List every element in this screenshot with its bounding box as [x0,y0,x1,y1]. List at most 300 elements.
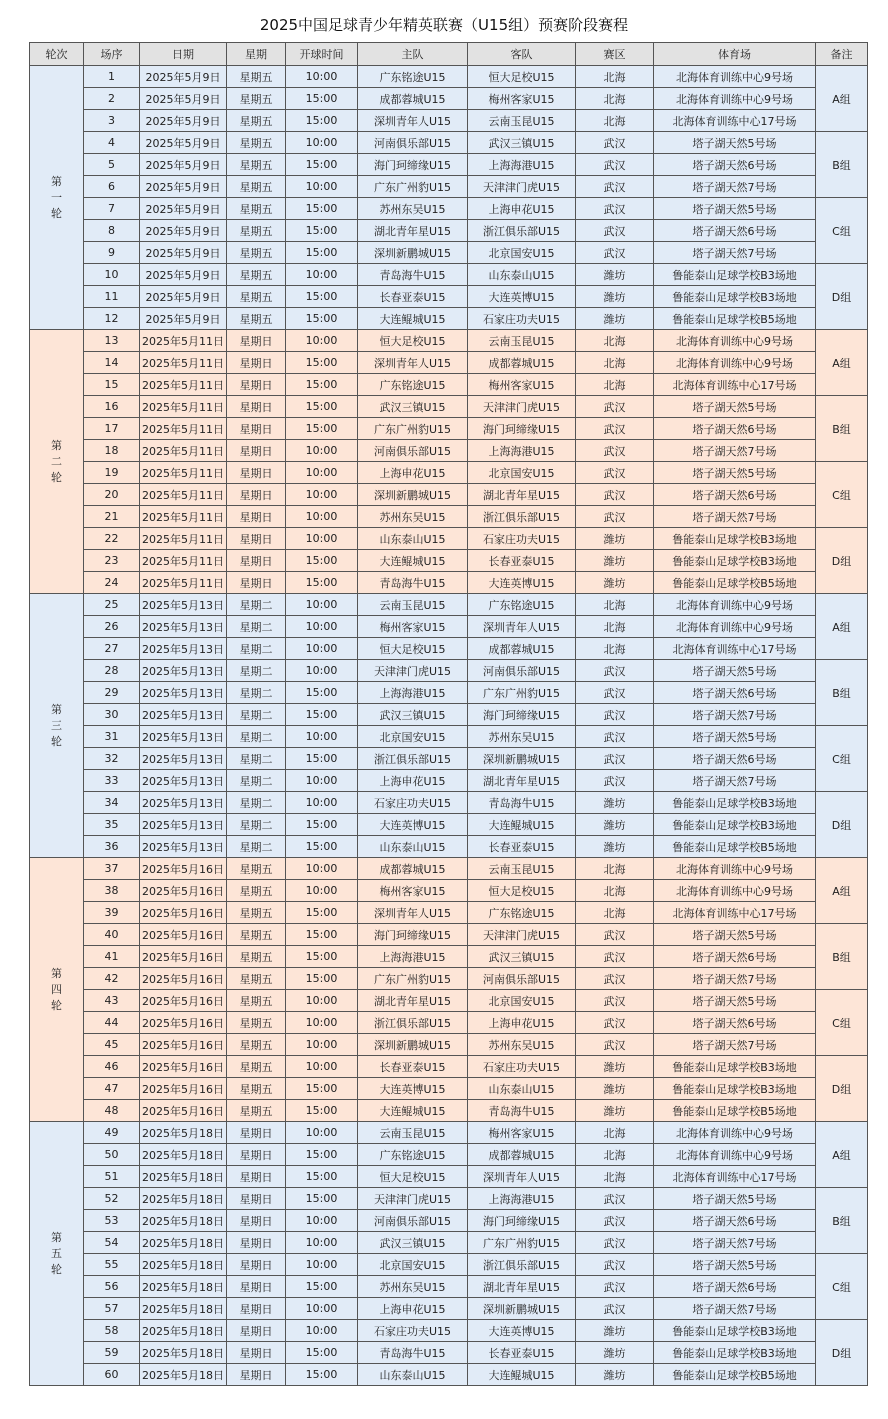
venue-cell: 鲁能泰山足球学校B5场地 [654,1364,816,1386]
table-row [30,836,868,858]
venue-cell: 鲁能泰山足球学校B3场地 [654,286,816,308]
zone-cell: 潍坊 [576,836,654,858]
home-team-cell: 山东泰山U15 [358,1364,468,1386]
date-cell: 2025年5月16日 [140,990,227,1012]
table-row [30,330,868,352]
home-team-cell: 苏州东吴U15 [358,198,468,220]
zone-cell: 武汉 [576,220,654,242]
header-away: 客队 [468,43,576,66]
kickoff-cell: 15:00 [286,1100,358,1122]
date-cell: 2025年5月13日 [140,638,227,660]
zone-cell: 武汉 [576,1034,654,1056]
home-team-cell: 海门珂缔缘U15 [358,924,468,946]
table-row [30,1342,868,1364]
venue-cell: 鲁能泰山足球学校B5场地 [654,572,816,594]
match-no-cell: 49 [84,1122,140,1144]
match-no-cell: 54 [84,1232,140,1254]
zone-cell: 武汉 [576,462,654,484]
home-team-cell: 大连英博U15 [358,814,468,836]
match-no-cell: 11 [84,286,140,308]
weekday-cell: 星期日 [227,1122,286,1144]
home-team-cell: 广东铭途U15 [358,66,468,88]
match-no-cell: 7 [84,198,140,220]
home-team-cell: 上海申花U15 [358,770,468,792]
zone-cell: 武汉 [576,1210,654,1232]
header-round: 轮次 [30,43,84,66]
match-no-cell: 15 [84,374,140,396]
match-no-cell: 34 [84,792,140,814]
table-row [30,946,868,968]
home-team-cell: 广东铭途U15 [358,1144,468,1166]
table-row [30,660,868,682]
table-row [30,220,868,242]
away-team-cell: 梅州客家U15 [468,1122,576,1144]
venue-cell: 塔子湖天然7号场 [654,242,816,264]
group-note-cell: A组 [816,858,868,924]
zone-cell: 武汉 [576,1276,654,1298]
away-team-cell: 云南玉昆U15 [468,110,576,132]
date-cell: 2025年5月11日 [140,418,227,440]
table-row [30,528,868,550]
match-no-cell: 28 [84,660,140,682]
date-cell: 2025年5月16日 [140,1056,227,1078]
match-no-cell: 21 [84,506,140,528]
table-row [30,880,868,902]
date-cell: 2025年5月13日 [140,682,227,704]
weekday-cell: 星期日 [227,1188,286,1210]
venue-cell: 北海体育训练中心9号场 [654,880,816,902]
match-no-cell: 42 [84,968,140,990]
venue-cell: 鲁能泰山足球学校B3场地 [654,528,816,550]
home-team-cell: 大连鲲城U15 [358,550,468,572]
home-team-cell: 成都蓉城U15 [358,858,468,880]
away-team-cell: 石家庄功夫U15 [468,1056,576,1078]
match-no-cell: 16 [84,396,140,418]
round-label-char: 轮 [51,206,62,220]
venue-cell: 塔子湖天然5号场 [654,726,816,748]
venue-cell: 塔子湖天然7号场 [654,1034,816,1056]
date-cell: 2025年5月13日 [140,770,227,792]
table-row [30,1056,868,1078]
zone-cell: 北海 [576,1122,654,1144]
table-row [30,968,868,990]
kickoff-cell: 15:00 [286,550,358,572]
date-cell: 2025年5月11日 [140,330,227,352]
table-row [30,1144,868,1166]
table-row [30,814,868,836]
date-cell: 2025年5月9日 [140,264,227,286]
away-team-cell: 上海海港U15 [468,154,576,176]
round-label-char: 五 [51,1246,62,1260]
kickoff-cell: 15:00 [286,352,358,374]
away-team-cell: 云南玉昆U15 [468,858,576,880]
away-team-cell: 天津津门虎U15 [468,396,576,418]
date-cell: 2025年5月9日 [140,308,227,330]
zone-cell: 武汉 [576,484,654,506]
away-team-cell: 长春亚泰U15 [468,1342,576,1364]
away-team-cell: 青岛海牛U15 [468,792,576,814]
kickoff-cell: 15:00 [286,198,358,220]
table-row [30,1254,868,1276]
weekday-cell: 星期二 [227,704,286,726]
home-team-cell: 青岛海牛U15 [358,264,468,286]
venue-cell: 塔子湖天然5号场 [654,396,816,418]
round-label-char: 第 [51,966,62,980]
venue-cell: 塔子湖天然5号场 [654,924,816,946]
home-team-cell: 石家庄功夫U15 [358,1320,468,1342]
match-no-cell: 37 [84,858,140,880]
date-cell: 2025年5月13日 [140,660,227,682]
home-team-cell: 恒大足校U15 [358,638,468,660]
venue-cell: 塔子湖天然6号场 [654,682,816,704]
away-team-cell: 深圳青年人U15 [468,1166,576,1188]
group-note-cell: A组 [816,330,868,396]
match-no-cell: 18 [84,440,140,462]
zone-cell: 武汉 [576,1232,654,1254]
table-row [30,308,868,330]
zone-cell: 北海 [576,66,654,88]
home-team-cell: 北京国安U15 [358,726,468,748]
venue-cell: 塔子湖天然6号场 [654,1012,816,1034]
venue-cell: 北海体育训练中心9号场 [654,66,816,88]
weekday-cell: 星期日 [227,1210,286,1232]
home-team-cell: 深圳新鹏城U15 [358,1034,468,1056]
round-label-char: 四 [51,982,62,996]
table-row [30,682,868,704]
kickoff-cell: 15:00 [286,902,358,924]
weekday-cell: 星期五 [227,1100,286,1122]
away-team-cell: 海门珂缔缘U15 [468,418,576,440]
date-cell: 2025年5月9日 [140,154,227,176]
weekday-cell: 星期五 [227,110,286,132]
venue-cell: 北海体育训练中心9号场 [654,858,816,880]
match-no-cell: 38 [84,880,140,902]
match-no-cell: 25 [84,594,140,616]
zone-cell: 潍坊 [576,286,654,308]
match-no-cell: 29 [84,682,140,704]
date-cell: 2025年5月13日 [140,616,227,638]
weekday-cell: 星期日 [227,396,286,418]
match-no-cell: 39 [84,902,140,924]
away-team-cell: 石家庄功夫U15 [468,308,576,330]
venue-cell: 塔子湖天然6号场 [654,154,816,176]
table-row [30,242,868,264]
weekday-cell: 星期日 [227,484,286,506]
match-no-cell: 32 [84,748,140,770]
table-row [30,1276,868,1298]
home-team-cell: 上海海港U15 [358,682,468,704]
date-cell: 2025年5月16日 [140,858,227,880]
group-note-cell: D组 [816,1320,868,1386]
zone-cell: 北海 [576,110,654,132]
home-team-cell: 广东广州豹U15 [358,176,468,198]
kickoff-cell: 15:00 [286,1078,358,1100]
table-row [30,88,868,110]
table-row [30,1232,868,1254]
home-team-cell: 武汉三镇U15 [358,1232,468,1254]
away-team-cell: 大连鲲城U15 [468,1364,576,1386]
table-row [30,1012,868,1034]
home-team-cell: 上海申花U15 [358,462,468,484]
venue-cell: 塔子湖天然6号场 [654,418,816,440]
zone-cell: 北海 [576,352,654,374]
home-team-cell: 石家庄功夫U15 [358,792,468,814]
away-team-cell: 湖北青年星U15 [468,1276,576,1298]
venue-cell: 北海体育训练中心9号场 [654,1122,816,1144]
weekday-cell: 星期日 [227,572,286,594]
away-team-cell: 广东铭途U15 [468,902,576,924]
away-team-cell: 深圳青年人U15 [468,616,576,638]
schedule-body [30,66,868,1386]
zone-cell: 武汉 [576,440,654,462]
table-row [30,506,868,528]
away-team-cell: 河南俱乐部U15 [468,968,576,990]
weekday-cell: 星期日 [227,440,286,462]
date-cell: 2025年5月11日 [140,352,227,374]
away-team-cell: 上海申花U15 [468,198,576,220]
zone-cell: 潍坊 [576,1056,654,1078]
date-cell: 2025年5月11日 [140,528,227,550]
table-row [30,770,868,792]
table-row [30,132,868,154]
date-cell: 2025年5月9日 [140,198,227,220]
round-label-char: 一 [51,190,62,204]
table-row [30,264,868,286]
kickoff-cell: 15:00 [286,374,358,396]
table-row [30,1034,868,1056]
zone-cell: 潍坊 [576,814,654,836]
match-no-cell: 43 [84,990,140,1012]
weekday-cell: 星期二 [227,748,286,770]
kickoff-cell: 15:00 [286,1188,358,1210]
group-note-cell: C组 [816,462,868,528]
match-no-cell: 17 [84,418,140,440]
date-cell: 2025年5月13日 [140,792,227,814]
home-team-cell: 苏州东吴U15 [358,1276,468,1298]
match-no-cell: 9 [84,242,140,264]
kickoff-cell: 10:00 [286,528,358,550]
match-no-cell: 56 [84,1276,140,1298]
home-team-cell: 天津津门虎U15 [358,660,468,682]
date-cell: 2025年5月11日 [140,440,227,462]
kickoff-cell: 10:00 [286,506,358,528]
away-team-cell: 大连鲲城U15 [468,814,576,836]
away-team-cell: 苏州东吴U15 [468,1034,576,1056]
match-no-cell: 26 [84,616,140,638]
weekday-cell: 星期五 [227,1056,286,1078]
zone-cell: 北海 [576,880,654,902]
zone-cell: 北海 [576,88,654,110]
kickoff-cell: 10:00 [286,1254,358,1276]
match-no-cell: 2 [84,88,140,110]
away-team-cell: 石家庄功夫U15 [468,528,576,550]
kickoff-cell: 10:00 [286,990,358,1012]
group-note-cell: A组 [816,1122,868,1188]
weekday-cell: 星期日 [227,1144,286,1166]
zone-cell: 武汉 [576,1012,654,1034]
table-row [30,704,868,726]
away-team-cell: 上海海港U15 [468,440,576,462]
date-cell: 2025年5月16日 [140,880,227,902]
zone-cell: 潍坊 [576,308,654,330]
home-team-cell: 天津津门虎U15 [358,1188,468,1210]
venue-cell: 塔子湖天然6号场 [654,748,816,770]
home-team-cell: 浙江俱乐部U15 [358,748,468,770]
table-row [30,1188,868,1210]
away-team-cell: 深圳新鹏城U15 [468,748,576,770]
group-note-cell: C组 [816,198,868,264]
venue-cell: 北海体育训练中心9号场 [654,352,816,374]
weekday-cell: 星期日 [227,1254,286,1276]
away-team-cell: 上海申花U15 [468,1012,576,1034]
zone-cell: 北海 [576,1144,654,1166]
date-cell: 2025年5月13日 [140,704,227,726]
group-note-cell: C组 [816,1254,868,1320]
away-team-cell: 梅州客家U15 [468,374,576,396]
round-label-char: 轮 [51,734,62,748]
kickoff-cell: 10:00 [286,330,358,352]
weekday-cell: 星期日 [227,1320,286,1342]
weekday-cell: 星期日 [227,1166,286,1188]
kickoff-cell: 15:00 [286,836,358,858]
weekday-cell: 星期五 [227,242,286,264]
home-team-cell: 北京国安U15 [358,1254,468,1276]
weekday-cell: 星期日 [227,1276,286,1298]
table-row [30,1210,868,1232]
kickoff-cell: 10:00 [286,1122,358,1144]
venue-cell: 鲁能泰山足球学校B3场地 [654,792,816,814]
home-team-cell: 恒大足校U15 [358,330,468,352]
group-note-cell: A组 [816,594,868,660]
venue-cell: 北海体育训练中心9号场 [654,330,816,352]
match-no-cell: 31 [84,726,140,748]
home-team-cell: 上海申花U15 [358,1298,468,1320]
zone-cell: 潍坊 [576,1078,654,1100]
match-no-cell: 13 [84,330,140,352]
table-row [30,110,868,132]
venue-cell: 北海体育训练中心17号场 [654,638,816,660]
kickoff-cell: 10:00 [286,858,358,880]
header-date: 日期 [140,43,227,66]
away-team-cell: 浙江俱乐部U15 [468,506,576,528]
date-cell: 2025年5月9日 [140,88,227,110]
away-team-cell: 长春亚泰U15 [468,836,576,858]
venue-cell: 鲁能泰山足球学校B3场地 [654,264,816,286]
away-team-cell: 武汉三镇U15 [468,132,576,154]
kickoff-cell: 10:00 [286,440,358,462]
home-team-cell: 河南俱乐部U15 [358,132,468,154]
zone-cell: 武汉 [576,946,654,968]
weekday-cell: 星期五 [227,132,286,154]
home-team-cell: 大连鲲城U15 [358,308,468,330]
venue-cell: 鲁能泰山足球学校B5场地 [654,308,816,330]
kickoff-cell: 10:00 [286,770,358,792]
venue-cell: 塔子湖天然7号场 [654,1232,816,1254]
header-home: 主队 [358,43,468,66]
match-no-cell: 14 [84,352,140,374]
kickoff-cell: 15:00 [286,748,358,770]
venue-cell: 塔子湖天然5号场 [654,1254,816,1276]
date-cell: 2025年5月13日 [140,814,227,836]
venue-cell: 鲁能泰山足球学校B3场地 [654,1056,816,1078]
group-note-cell: C组 [816,990,868,1056]
match-no-cell: 40 [84,924,140,946]
away-team-cell: 山东泰山U15 [468,264,576,286]
group-note-cell: D组 [816,528,868,594]
weekday-cell: 星期五 [227,1012,286,1034]
weekday-cell: 星期日 [227,374,286,396]
kickoff-cell: 15:00 [286,88,358,110]
zone-cell: 北海 [576,1166,654,1188]
date-cell: 2025年5月13日 [140,836,227,858]
away-team-cell: 浙江俱乐部U15 [468,1254,576,1276]
away-team-cell: 广东广州豹U15 [468,1232,576,1254]
kickoff-cell: 10:00 [286,594,358,616]
home-team-cell: 大连英博U15 [358,1078,468,1100]
zone-cell: 武汉 [576,682,654,704]
match-no-cell: 24 [84,572,140,594]
zone-cell: 武汉 [576,132,654,154]
weekday-cell: 星期五 [227,1034,286,1056]
away-team-cell: 云南玉昆U15 [468,330,576,352]
venue-cell: 塔子湖天然5号场 [654,132,816,154]
round-label-char: 轮 [51,1262,62,1276]
zone-cell: 潍坊 [576,1320,654,1342]
match-no-cell: 59 [84,1342,140,1364]
kickoff-cell: 15:00 [286,242,358,264]
table-row [30,1100,868,1122]
weekday-cell: 星期五 [227,176,286,198]
kickoff-cell: 10:00 [286,1298,358,1320]
home-team-cell: 苏州东吴U15 [358,506,468,528]
zone-cell: 北海 [576,638,654,660]
away-team-cell: 大连英博U15 [468,572,576,594]
match-no-cell: 3 [84,110,140,132]
venue-cell: 塔子湖天然7号场 [654,440,816,462]
weekday-cell: 星期五 [227,264,286,286]
match-no-cell: 46 [84,1056,140,1078]
away-team-cell: 成都蓉城U15 [468,1144,576,1166]
match-no-cell: 52 [84,1188,140,1210]
kickoff-cell: 15:00 [286,1166,358,1188]
table-row [30,66,868,88]
home-team-cell: 浙江俱乐部U15 [358,1012,468,1034]
home-team-cell: 深圳新鹏城U15 [358,242,468,264]
zone-cell: 武汉 [576,726,654,748]
date-cell: 2025年5月16日 [140,946,227,968]
match-no-cell: 1 [84,66,140,88]
table-row [30,792,868,814]
weekday-cell: 星期五 [227,1078,286,1100]
round-label-char: 第 [51,702,62,716]
date-cell: 2025年5月11日 [140,484,227,506]
zone-cell: 武汉 [576,1188,654,1210]
venue-cell: 塔子湖天然7号场 [654,770,816,792]
kickoff-cell: 10:00 [286,638,358,660]
away-team-cell: 北京国安U15 [468,242,576,264]
zone-cell: 潍坊 [576,528,654,550]
kickoff-cell: 10:00 [286,616,358,638]
zone-cell: 武汉 [576,418,654,440]
weekday-cell: 星期二 [227,660,286,682]
weekday-cell: 星期二 [227,616,286,638]
kickoff-cell: 15:00 [286,704,358,726]
away-team-cell: 青岛海牛U15 [468,1100,576,1122]
home-team-cell: 大连鲲城U15 [358,1100,468,1122]
match-no-cell: 23 [84,550,140,572]
venue-cell: 北海体育训练中心17号场 [654,1166,816,1188]
venue-cell: 塔子湖天然6号场 [654,484,816,506]
